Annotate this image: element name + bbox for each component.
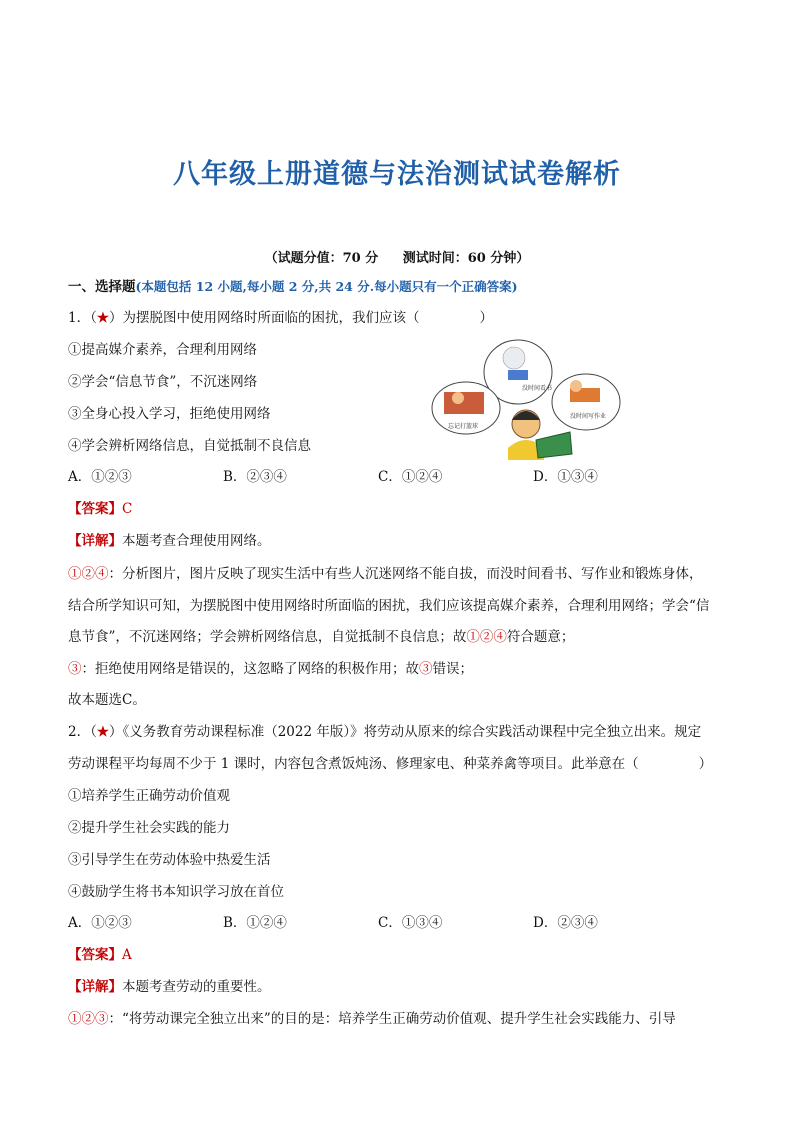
- q2-option-d: D．②③④: [533, 915, 598, 931]
- q2-item: ①培养学生正确劳动价值观: [68, 788, 230, 804]
- internet-addiction-illustration: [430, 336, 630, 466]
- q1-option-b: B．②③④: [223, 469, 287, 485]
- q2-option-b: B．①②④: [223, 915, 287, 931]
- section-name: 一、选择题: [68, 279, 136, 295]
- q1-option-a: A．①②③: [68, 469, 132, 485]
- q2-option-a: A．①②③: [68, 915, 132, 931]
- q1-analysis-line3: 息节食”，不沉迷网络；学会辨析网络信息，自觉抵制不良信息；故①②④符合题意；: [68, 629, 575, 645]
- q2-stem-cont: 劳动课程平均每周不少于 1 课时，内容包含煮饭炖汤、修理家电、种菜养禽等项目。此举意在（ ）: [68, 756, 713, 772]
- q1-item: ④学会辨析网络信息，自觉抵制不良信息: [68, 438, 311, 454]
- difficulty-star-icon: ★: [96, 724, 109, 740]
- illus-label-ball: 忘记打篮球: [448, 423, 479, 430]
- q2-stem: 2．（★）《义务教育劳动课程标准（2022 年版）》将劳动从原来的综合实践活动课程中完全独立出来。规定: [68, 724, 702, 740]
- q1-option-c: C．①②④: [378, 469, 443, 485]
- q1-item: ①提高媒介素养，合理利用网络: [68, 342, 257, 358]
- q1-wrong-analysis: ③：拒绝使用网络是错误的，这忽略了网络的积极作用；故③错误；: [68, 661, 473, 677]
- score-info: （试题分值：70 分: [264, 251, 379, 266]
- q1-item: ③全身心投入学习，拒绝使用网络: [68, 406, 271, 422]
- q1-option-d: D．①③④: [533, 469, 598, 485]
- illus-label-work: 没时间写作业: [570, 413, 607, 420]
- section-note: (本题包括 12 小题,每小题 2 分,共 24 分.每小题只有一个正确答案): [135, 279, 518, 294]
- q1-stem: 1．（★）为摆脱图中使用网络时所面临的困扰，我们应该（ ）: [68, 310, 493, 326]
- time-info: 测试时间：60 分钟）: [402, 251, 530, 266]
- q2-item: ③引导学生在劳动体验中热爱生活: [68, 852, 271, 868]
- exam-meta: [0, 247, 794, 266]
- q2-detail: 【详解】本题考查劳动的重要性。: [68, 979, 271, 995]
- q1-detail: 【详解】本题考查合理使用网络。: [68, 533, 271, 549]
- q2-answer: 【答案】A: [68, 947, 132, 963]
- q1-analysis-line1: ①②④：分析图片，图片反映了现实生活中有些人沉迷网络不能自拔，而没时间看书、写作业和锻炼身体，: [68, 566, 703, 582]
- q2-analysis-line1: ①②③：“将劳动课完全独立出来”的目的是：培养学生正确劳动价值观、提升学生社会实践能力、引导: [68, 1011, 676, 1027]
- q1-conclusion: 故本题选C。: [68, 692, 146, 708]
- difficulty-star-icon: ★: [96, 310, 109, 326]
- q2-option-c: C．①③④: [378, 915, 443, 931]
- illus-label-book: 没时间看书: [522, 385, 553, 392]
- q2-item: ④鼓励学生将书本知识学习放在首位: [68, 884, 284, 900]
- q2-item: ②提升学生社会实践的能力: [68, 820, 230, 836]
- section-heading: [68, 277, 517, 297]
- q1-answer: 【答案】C: [68, 501, 133, 517]
- q1-item: ②学会“信息节食”，不沉迷网络: [68, 374, 258, 390]
- q1-analysis-line2: 结合所学知识可知，为摆脱图中使用网络时所面临的困扰，我们应该提高媒介素养，合理利用网络；学会“信: [68, 598, 710, 614]
- page-title: 八年级上册道德与法治测试试卷解析: [173, 159, 621, 190]
